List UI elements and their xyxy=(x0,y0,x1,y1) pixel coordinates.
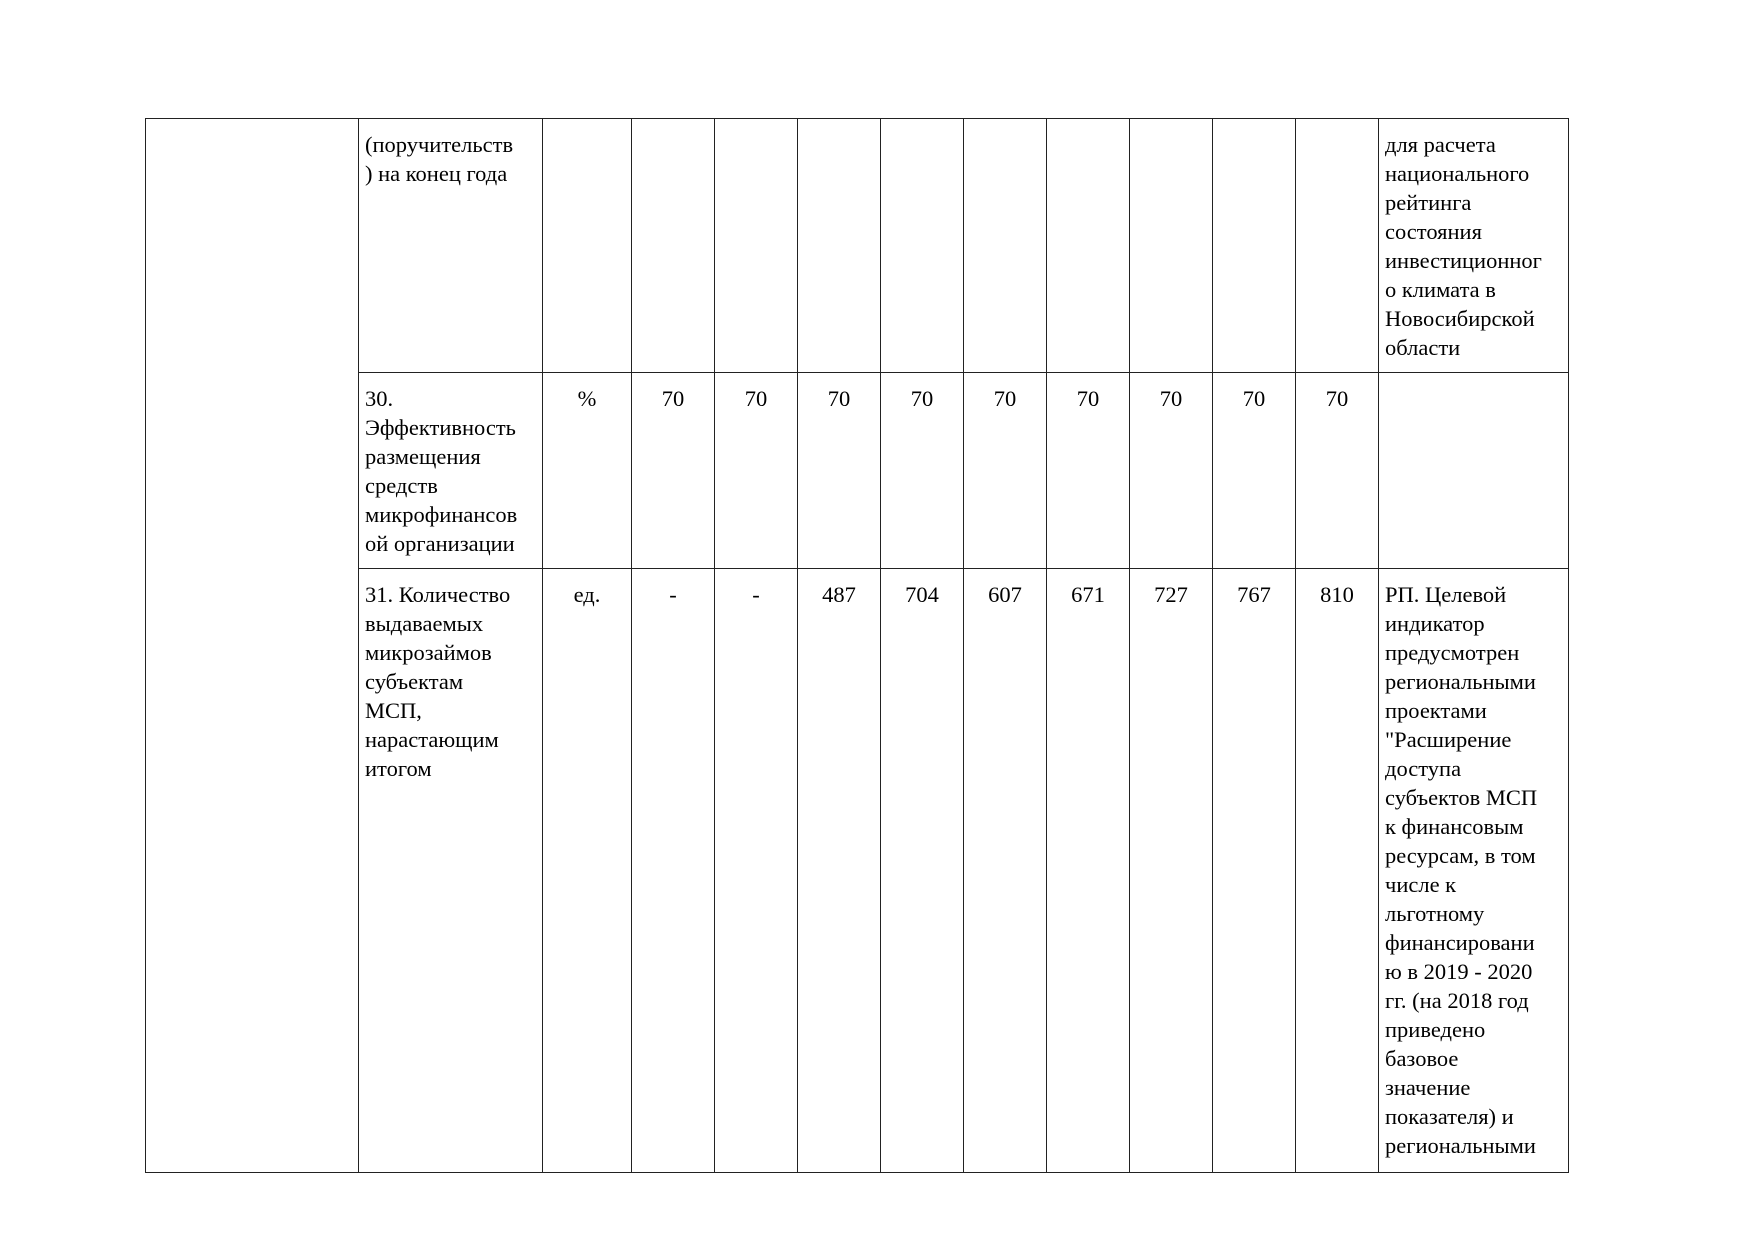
value-cell: 70 xyxy=(632,373,715,569)
unit-cell xyxy=(543,119,632,373)
value-cell: 70 xyxy=(1296,373,1379,569)
value-cell xyxy=(1296,119,1379,373)
indicator-name: 30. Эффективность размещения средств микрофинансов ой организации xyxy=(365,386,518,556)
table-row xyxy=(146,119,1569,373)
value-cell: 70 xyxy=(798,373,881,569)
value-cell xyxy=(1047,119,1130,373)
value-cell: 70 xyxy=(1130,373,1213,569)
value-cell xyxy=(1130,119,1213,373)
table-row xyxy=(146,373,1569,569)
value-cell: 671 xyxy=(1047,569,1130,1173)
value-cell xyxy=(715,119,798,373)
unit-cell: % xyxy=(543,373,632,569)
indicator-name: (поручительств ) на конец года xyxy=(365,132,514,186)
value-cell xyxy=(798,119,881,373)
value-cell: 70 xyxy=(964,373,1047,569)
value-cell: 70 xyxy=(715,373,798,569)
value-cell: 810 xyxy=(1296,569,1379,1173)
indicator-name: 31. Количество выдаваемых микрозаймов субъектам МСП, нарастающим итогом xyxy=(365,582,511,781)
value-cell: 607 xyxy=(964,569,1047,1173)
indicator-name-cell xyxy=(359,569,543,1173)
value-cell xyxy=(632,119,715,373)
indicator-name-cell xyxy=(359,373,543,569)
value-cell: - xyxy=(632,569,715,1173)
indicators-table xyxy=(145,118,1569,1173)
value-cell: - xyxy=(715,569,798,1173)
value-cell: 70 xyxy=(881,373,964,569)
note-cell xyxy=(1379,569,1569,1173)
value-cell: 727 xyxy=(1130,569,1213,1173)
note-text: РП. Целевой индикатор предусмотрен региональными проектами "Расширение доступа субъектов МСП к финансовым ресурсам, в том числе к льготному финансировани ю в 2019 - 2020 гг. (на 2018 год приведено базовое значение показателя) и региональными xyxy=(1385,582,1538,1158)
note-text: для расчета национального рейтинга состояния инвестиционног о климата в Новосибирской области xyxy=(1385,132,1542,360)
program-goal-cell xyxy=(146,119,359,1173)
value-cell xyxy=(1213,119,1296,373)
table-row xyxy=(146,569,1569,1173)
value-cell xyxy=(964,119,1047,373)
value-cell xyxy=(881,119,964,373)
value-cell: 487 xyxy=(798,569,881,1173)
value-cell: 704 xyxy=(881,569,964,1173)
value-cell: 70 xyxy=(1213,373,1296,569)
unit-cell: ед. xyxy=(543,569,632,1173)
note-cell xyxy=(1379,119,1569,373)
note-cell xyxy=(1379,373,1569,569)
indicator-name-cell xyxy=(359,119,543,373)
value-cell: 767 xyxy=(1213,569,1296,1173)
value-cell: 70 xyxy=(1047,373,1130,569)
